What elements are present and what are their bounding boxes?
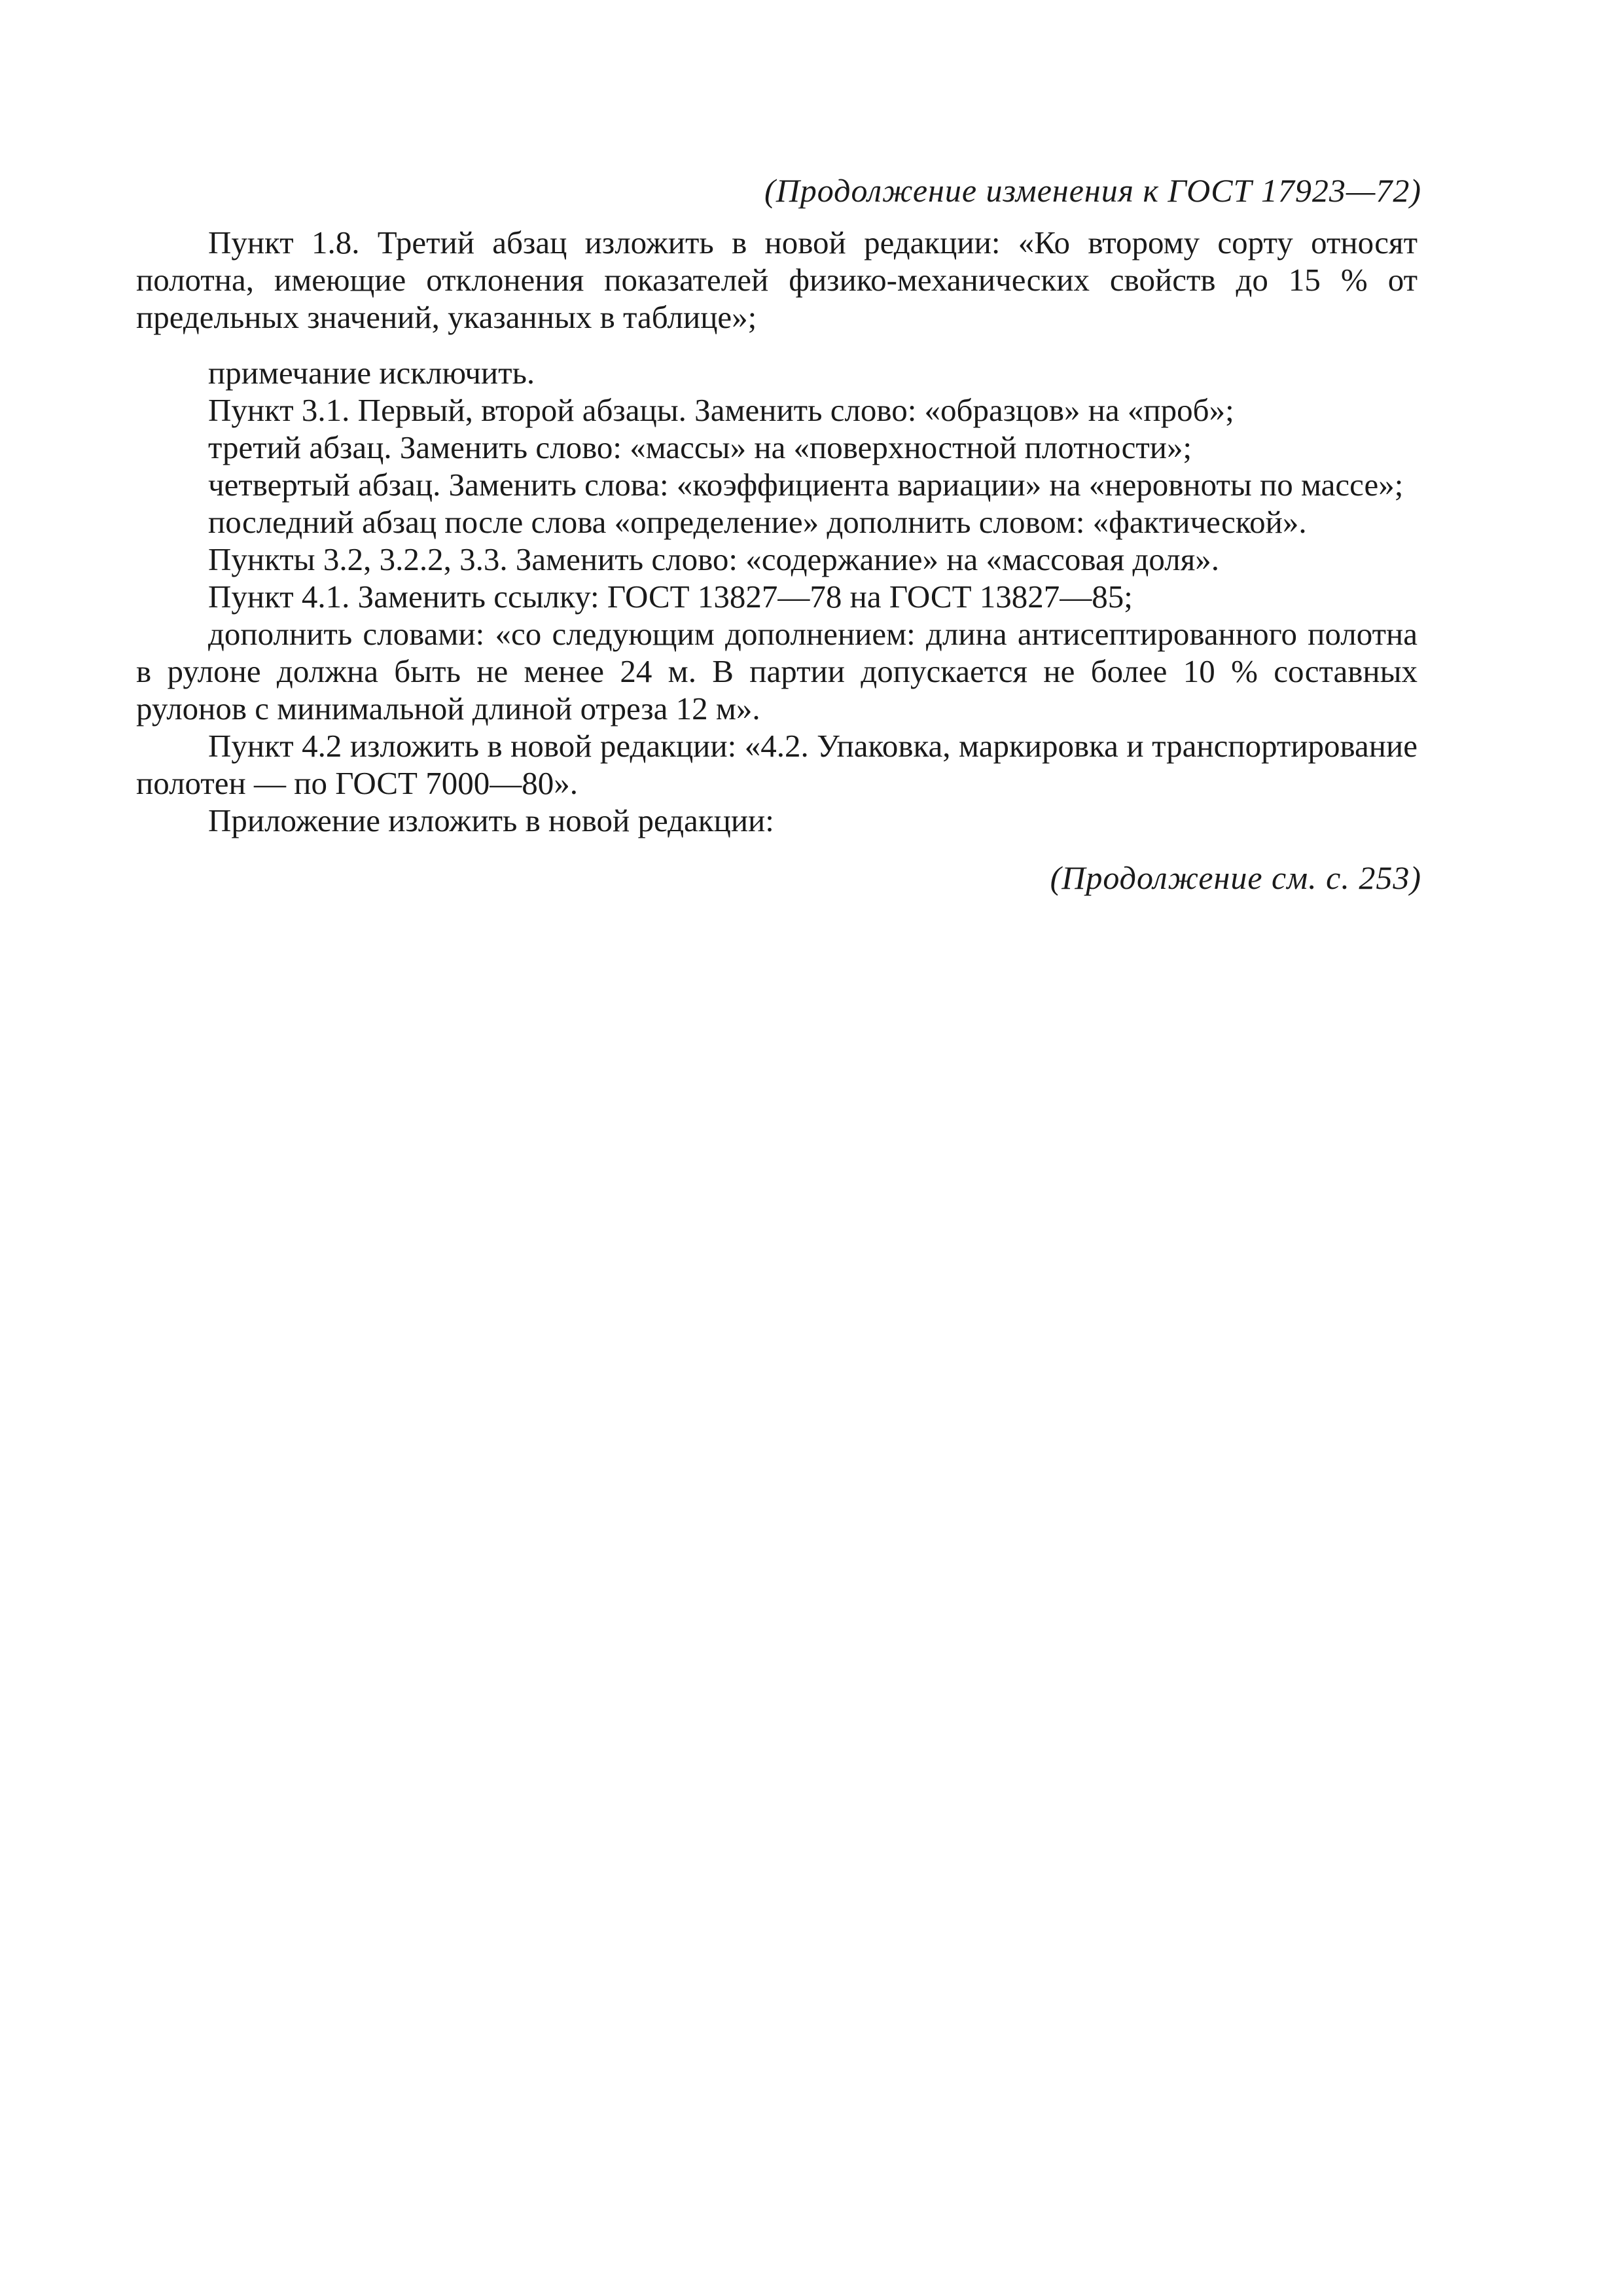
continuation-header: (Продолжение изменения к ГОСТ 17923—72) xyxy=(764,172,1421,209)
paragraph-addition: дополнить словами: «со следующим дополнением: длина антисептированного полотна в рулоне должна быть не менее 24 м. В партии допускается не более 10 % составных рулонов с минимальной длиной отреза 12 м». xyxy=(136,616,1418,726)
paragraph-item-3-1: Пункт 3.1. Первый, второй абзацы. Заменить слово: «образцов» на «проб»; xyxy=(208,392,1234,428)
paragraph-note-removal: примечание исключить. xyxy=(208,355,535,391)
paragraph-items-3-2: Пункты 3.2, 3.2.2, 3.3. Заменить слово: «содержание» на «массовая доля». xyxy=(208,541,1219,577)
paragraph-item-4-2: Пункт 4.2 изложить в новой редакции: «4.2. Упаковка, маркировка и транспортирование полотен — по ГОСТ 7000—80». xyxy=(136,728,1418,801)
paragraph-third-abzac: третий абзац. Заменить слово: «массы» на «поверхностной плотности»; xyxy=(208,429,1192,465)
continuation-footer: (Продолжение см. с. 253) xyxy=(1050,859,1421,896)
paragraph-appendix: Приложение изложить в новой редакции: xyxy=(208,802,774,838)
paragraph-fourth-abzac: четвертый абзац. Заменить слова: «коэффициента вариации» на «неровноты по массе»; xyxy=(208,467,1404,503)
paragraph-last-abzac: последний абзац после слова «определение» дополнить словом: «фактической». xyxy=(208,504,1307,540)
amendment-text xyxy=(136,224,1418,839)
paragraph-item-1-8: Пункт 1.8. Третий абзац изложить в новой редакции: «Ко второму сорту относят полотна, имеющие отклонения показателей физико-механических свойств до 15 % от предельных значений, указанных в таблице»; xyxy=(136,224,1418,335)
paragraph-item-4-1: Пункт 4.1. Заменить ссылку: ГОСТ 13827—78 на ГОСТ 13827—85; xyxy=(208,579,1133,615)
